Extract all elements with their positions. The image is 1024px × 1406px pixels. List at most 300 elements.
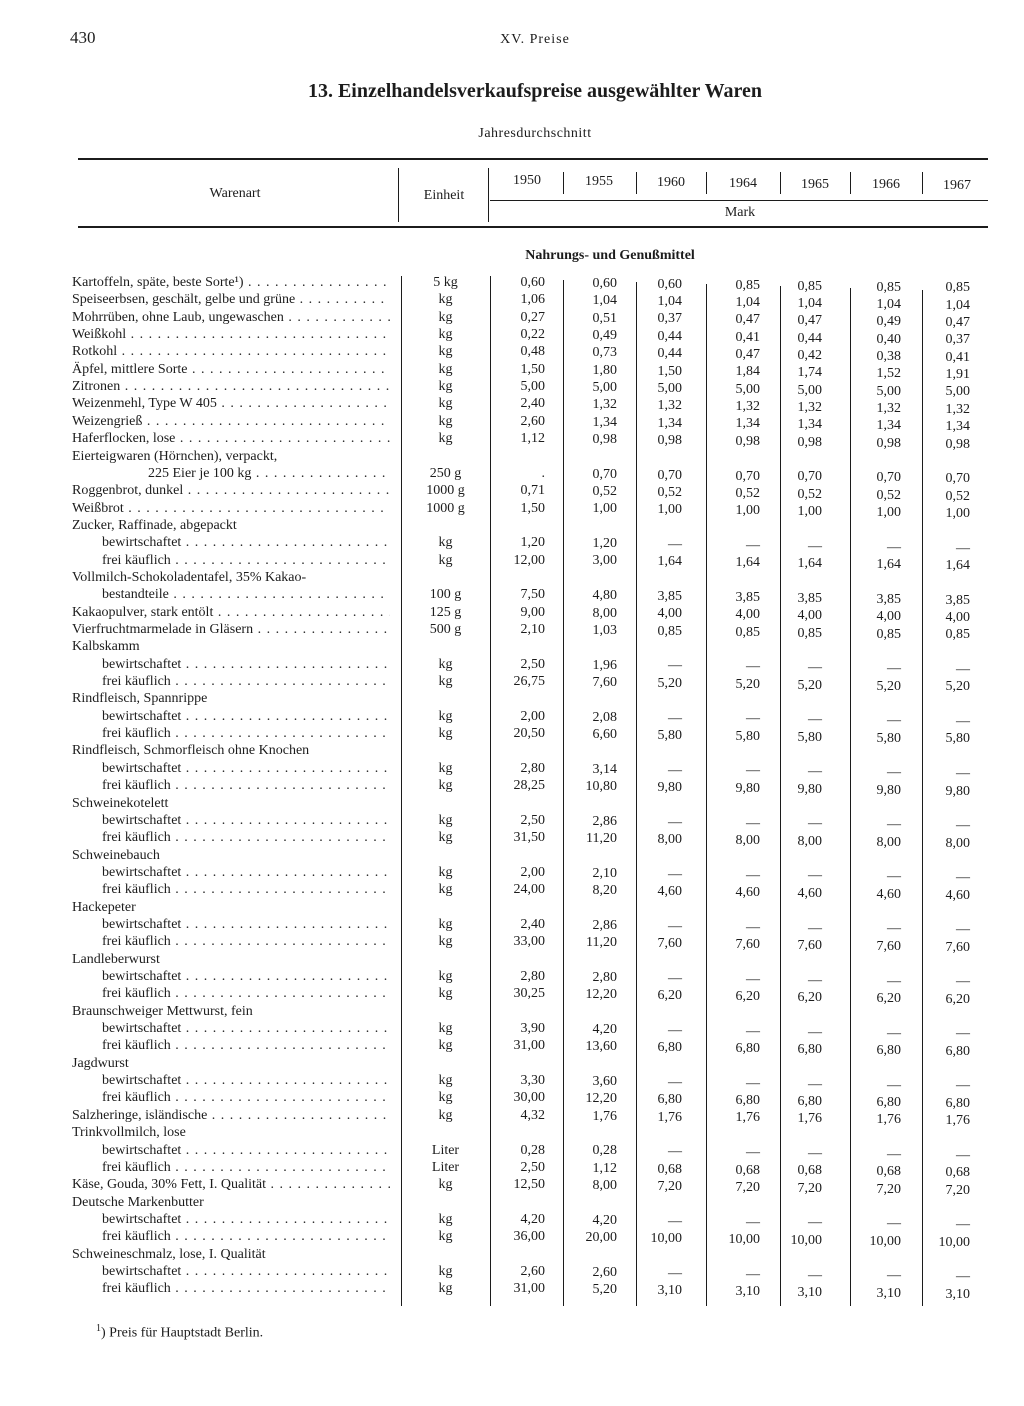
row-value: 0,98 xyxy=(797,434,822,450)
footnote xyxy=(96,1323,263,1342)
row-value: 0,52 xyxy=(797,486,822,502)
column-header-year: 1967 xyxy=(943,178,971,193)
row-value: — xyxy=(668,762,682,778)
row-value: 8,00 xyxy=(735,832,760,848)
row-label: bewirtschaftet . . . xyxy=(102,1142,390,1159)
row-value: — xyxy=(808,1267,822,1283)
row-unit: kg xyxy=(438,1263,453,1279)
row-value: — xyxy=(668,710,682,726)
table-row xyxy=(0,1089,1024,1111)
row-value: — xyxy=(887,1216,901,1232)
row-value: 0,27 xyxy=(520,309,545,325)
row-unit: kg xyxy=(438,413,453,429)
row-label: frei käuflich . . . xyxy=(102,725,390,742)
row-value: — xyxy=(668,1265,682,1281)
row-value: 5,00 xyxy=(592,379,617,395)
row-value: 20,00 xyxy=(585,1230,617,1246)
column-header-year: 1966 xyxy=(872,177,900,192)
row-value: 2,08 xyxy=(592,709,617,725)
row-label: bewirtschaftet . . . xyxy=(102,1211,390,1228)
row-value: 3,10 xyxy=(797,1284,822,1300)
table-row xyxy=(0,690,1024,707)
row-value: — xyxy=(956,1269,970,1285)
row-value: 4,00 xyxy=(876,609,901,625)
row-label: Kakaopulver, stark entölt . . . xyxy=(72,604,390,621)
column-header-year: 1950 xyxy=(513,173,541,188)
row-value: 1,34 xyxy=(735,416,760,432)
row-label: frei käuflich . . . xyxy=(102,1228,390,1245)
row-label: Mohrrüben, ohne Laub, ungewaschen . . . xyxy=(72,309,390,326)
row-value: 1,04 xyxy=(797,295,822,311)
table-row xyxy=(0,395,1024,417)
row-value: 0,70 xyxy=(657,467,682,483)
row-value: 0,68 xyxy=(876,1164,901,1180)
row-value: 0,60 xyxy=(657,276,682,292)
row-value: 0,28 xyxy=(592,1143,617,1159)
row-unit: kg xyxy=(438,969,453,984)
row-unit: kg xyxy=(438,309,453,325)
row-unit: kg xyxy=(438,1211,453,1227)
row-value: — xyxy=(887,539,901,555)
row-label: bewirtschaftet . . . xyxy=(102,812,390,829)
row-value: 0,37 xyxy=(657,311,682,327)
table-row xyxy=(0,1124,1024,1141)
table-row xyxy=(0,760,1024,782)
row-value: 1,34 xyxy=(945,419,970,435)
row-unit: kg xyxy=(438,1229,453,1245)
row-value: 1,64 xyxy=(797,556,822,572)
row-value: 33,00 xyxy=(513,934,545,950)
row-value: 5,00 xyxy=(735,381,760,397)
row-label: Zitronen . . . xyxy=(72,378,390,395)
row-value: 0,52 xyxy=(945,488,970,504)
row-value: — xyxy=(668,1022,682,1038)
row-label: frei käuflich . . . xyxy=(102,777,390,794)
row-value: 4,80 xyxy=(592,588,617,604)
row-label: frei käuflich . . . xyxy=(102,673,390,690)
column-header-year: 1965 xyxy=(801,177,829,192)
row-value: 1,64 xyxy=(876,557,901,573)
row-value: 0,68 xyxy=(945,1165,970,1181)
row-value: 8,00 xyxy=(592,1178,617,1194)
row-value: 0,70 xyxy=(592,466,617,482)
row-value: 0,60 xyxy=(520,275,545,290)
row-value: — xyxy=(668,866,682,882)
row-value: 1,84 xyxy=(735,364,760,380)
table-row xyxy=(0,361,1024,383)
row-value: — xyxy=(808,1024,822,1040)
table-row xyxy=(0,777,1024,799)
row-value: — xyxy=(746,971,760,987)
row-label: Rindfleisch, Schmorfleisch ohne Knochen xyxy=(72,743,310,759)
row-value: 0,49 xyxy=(592,327,617,343)
row-unit: kg xyxy=(438,760,453,776)
row-value: — xyxy=(668,814,682,830)
row-value: 0,68 xyxy=(657,1161,682,1177)
row-label: Äpfel, mittlere Sorte . . . xyxy=(72,361,390,378)
row-value: — xyxy=(746,815,760,831)
table-row xyxy=(0,274,1024,296)
row-value: 3,10 xyxy=(657,1283,682,1299)
row-value: 0,44 xyxy=(797,330,822,346)
row-value: 1,32 xyxy=(945,401,970,417)
row-value: 12,50 xyxy=(513,1177,545,1193)
row-value: 2,80 xyxy=(520,760,545,776)
row-value: 11,20 xyxy=(586,935,617,951)
row-value: 8,00 xyxy=(797,833,822,849)
row-value: 3,10 xyxy=(735,1283,760,1299)
row-value: 9,80 xyxy=(945,783,970,799)
row-label: bewirtschaftet . . . xyxy=(102,916,390,933)
row-value: 5,00 xyxy=(876,383,901,399)
row-value: — xyxy=(808,712,822,728)
row-label: Weißbrot . . . xyxy=(72,500,390,517)
row-value: 1,34 xyxy=(797,417,822,433)
row-value: 6,80 xyxy=(657,1040,682,1056)
row-unit: kg xyxy=(438,1281,453,1297)
row-value: 8,00 xyxy=(657,831,682,847)
table-row xyxy=(0,1107,1024,1129)
row-value: — xyxy=(887,1025,901,1041)
row-value: 1,64 xyxy=(657,554,682,570)
table-row xyxy=(0,1072,1024,1094)
row-value: — xyxy=(808,660,822,676)
row-value: 5,80 xyxy=(945,731,970,747)
table-row xyxy=(0,534,1024,556)
column-header-year: 1964 xyxy=(729,176,757,191)
table-row xyxy=(0,899,1024,916)
row-unit: kg xyxy=(438,1177,453,1193)
row-value: 6,80 xyxy=(945,1043,970,1059)
row-value: — xyxy=(746,1214,760,1230)
row-value: 0,98 xyxy=(945,436,970,452)
row-value: 26,75 xyxy=(513,674,545,690)
row-value: 5,80 xyxy=(797,729,822,745)
row-unit: kg xyxy=(438,864,453,880)
row-value: 3,30 xyxy=(520,1073,545,1089)
row-value: 0,85 xyxy=(797,278,822,294)
row-value: — xyxy=(746,1145,760,1161)
row-value: 1,00 xyxy=(945,505,970,521)
row-value: 20,50 xyxy=(513,726,545,742)
table-row xyxy=(0,795,1024,812)
row-label: frei käuflich . . . xyxy=(102,1089,390,1106)
row-label: bewirtschaftet . . . xyxy=(102,1263,390,1280)
row-value: — xyxy=(668,1144,682,1160)
row-value: 3,00 xyxy=(592,553,617,569)
table-row xyxy=(0,1211,1024,1233)
row-value: 0,52 xyxy=(657,484,682,500)
row-value: 7,60 xyxy=(592,674,617,690)
row-value: — xyxy=(887,713,901,729)
row-label: Weißkohl . . . xyxy=(72,326,390,343)
row-value: 1,64 xyxy=(735,555,760,571)
row-value: 7,50 xyxy=(520,587,545,603)
table-row xyxy=(0,1159,1024,1181)
table-row xyxy=(0,985,1024,1007)
row-label: Vierfruchtmarmelade in Gläsern . . . xyxy=(72,621,390,638)
row-value: 1,04 xyxy=(735,295,760,311)
row-value: 0,85 xyxy=(876,279,901,295)
row-value: 5,00 xyxy=(945,384,970,400)
row-unit: 1000 g xyxy=(426,500,465,516)
row-value: — xyxy=(746,1075,760,1091)
row-label: frei käuflich . . . xyxy=(102,1037,390,1054)
row-value: 9,00 xyxy=(520,604,545,620)
row-label: Haferflocken, lose . . . xyxy=(72,430,390,447)
row-unit: 1000 g xyxy=(426,483,465,499)
row-value: 5,00 xyxy=(520,379,545,395)
row-value: 6,80 xyxy=(945,1095,970,1111)
row-label: bewirtschaftet . . . xyxy=(102,760,390,777)
row-value: 3,60 xyxy=(592,1073,617,1089)
row-value: 0,52 xyxy=(592,484,617,500)
row-value: 0,47 xyxy=(735,312,760,328)
row-value: 0,47 xyxy=(945,315,970,331)
row-value: 2,00 xyxy=(520,708,545,724)
row-label: Speiseerbsen, geschält, gelbe und grüne . . . xyxy=(72,291,390,308)
row-value: 1,00 xyxy=(657,502,682,518)
row-label: Trinkvollmilch, lose xyxy=(72,1125,186,1141)
row-value: — xyxy=(956,1026,970,1042)
row-value: — xyxy=(668,1074,682,1090)
row-label: Schweinekotelett xyxy=(72,795,169,811)
row-unit: kg xyxy=(438,292,453,308)
table-row xyxy=(0,430,1024,452)
row-value: 0,28 xyxy=(520,1142,545,1158)
row-value: 1,34 xyxy=(876,418,901,434)
row-label: Eierteigwaren (Hörnchen), verpackt, xyxy=(72,448,278,464)
row-value: 1,04 xyxy=(945,297,970,313)
row-value: 2,60 xyxy=(520,413,545,429)
row-value: — xyxy=(668,918,682,934)
row-value: 0,42 xyxy=(797,347,822,363)
column-header-einheit: Einheit xyxy=(423,188,465,203)
row-value: 4,32 xyxy=(520,1107,545,1123)
column-header-warenart: Warenart xyxy=(209,186,261,201)
table-row xyxy=(0,291,1024,313)
row-value: 1,32 xyxy=(797,400,822,416)
row-unit: Liter xyxy=(431,1142,460,1158)
row-value: — xyxy=(956,974,970,990)
row-value: 7,20 xyxy=(735,1179,760,1195)
row-label: Kartoffeln, späte, beste Sorte¹) . . . xyxy=(72,274,390,291)
row-unit: kg xyxy=(438,1107,453,1123)
table-row xyxy=(0,1263,1024,1285)
row-label: Weizengrieß . . . xyxy=(72,413,390,430)
table-row xyxy=(0,1228,1024,1250)
row-label: frei käuflich . . . xyxy=(102,1280,390,1297)
row-value: 1,12 xyxy=(592,1160,617,1176)
row-value: — xyxy=(956,1078,970,1094)
row-label: Schweinebauch xyxy=(72,847,160,863)
row-value: — xyxy=(956,540,970,556)
row-value: 0,85 xyxy=(657,623,682,639)
row-value: — xyxy=(808,1146,822,1162)
row-value: 2,50 xyxy=(520,812,545,828)
row-value: 1,76 xyxy=(592,1108,617,1124)
row-label: frei käuflich . . . xyxy=(102,829,390,846)
row-value: 1,00 xyxy=(876,505,901,521)
row-value: 5,20 xyxy=(797,677,822,693)
row-label: Deutsche Markenbutter xyxy=(72,1194,204,1210)
row-value: — xyxy=(956,714,970,730)
row-unit: 250 g xyxy=(429,465,462,481)
row-value: — xyxy=(808,972,822,988)
row-value: 1,32 xyxy=(657,398,682,414)
row-value: 7,20 xyxy=(876,1181,901,1197)
row-value: 3,85 xyxy=(876,591,901,607)
row-unit: kg xyxy=(438,1073,453,1089)
row-value: 0,52 xyxy=(876,487,901,503)
row-label: Kalbskamm xyxy=(72,639,140,655)
row-value: 3,14 xyxy=(592,761,617,777)
row-value: 5,20 xyxy=(945,679,970,695)
row-value: 0,85 xyxy=(945,280,970,296)
row-label: Vollmilch-Schokoladentafel, 35% Kakao- xyxy=(72,569,307,585)
row-value: 6,20 xyxy=(735,989,760,1005)
row-value: 2,40 xyxy=(520,916,545,932)
row-value: 1,96 xyxy=(592,657,617,673)
row-value: 0,49 xyxy=(876,314,901,330)
row-unit: kg xyxy=(438,726,453,742)
row-value: 1,06 xyxy=(520,292,545,308)
row-label: bewirtschaftet . . . xyxy=(102,534,390,551)
table-row xyxy=(0,1142,1024,1163)
row-value: 7,60 xyxy=(657,936,682,952)
table-row xyxy=(0,1020,1024,1042)
running-head: XV. Preise xyxy=(500,32,570,47)
row-value: 1,50 xyxy=(520,500,545,516)
row-value: 1,64 xyxy=(945,557,970,573)
row-value: 0,68 xyxy=(735,1162,760,1178)
table-row xyxy=(0,378,1024,400)
row-value: 4,60 xyxy=(797,885,822,901)
row-label: Schweineschmalz, lose, I. Qualität xyxy=(72,1246,266,1262)
row-value: 0,70 xyxy=(797,469,822,485)
row-value: 2,10 xyxy=(520,622,545,637)
row-value: 0,47 xyxy=(797,313,822,329)
row-value: — xyxy=(746,711,760,727)
section-heading: Nahrungs- und Genußmittel xyxy=(525,248,695,263)
row-value: 2,10 xyxy=(592,865,617,881)
row-value: 11,20 xyxy=(586,831,617,847)
row-value: 0,48 xyxy=(520,344,545,360)
row-value: 10,00 xyxy=(869,1233,901,1249)
row-value: 6,60 xyxy=(592,726,617,742)
page-number: 430 xyxy=(70,28,96,47)
row-label: bewirtschaftet . . . xyxy=(102,1072,390,1089)
table-row xyxy=(0,500,1024,521)
row-value: 2,60 xyxy=(520,1263,545,1279)
table-row xyxy=(0,482,1024,504)
row-value: 1,03 xyxy=(592,622,617,638)
row-value: 0,98 xyxy=(735,433,760,449)
row-unit: 5 kg xyxy=(433,275,458,290)
row-value: — xyxy=(956,662,970,678)
row-value: 7,20 xyxy=(657,1178,682,1194)
row-label: Weizenmehl, Type W 405 . . . xyxy=(72,395,390,412)
row-value: 5,00 xyxy=(657,380,682,396)
row-value: 31,00 xyxy=(513,1038,545,1054)
row-value: 1,00 xyxy=(797,504,822,520)
row-value: 6,80 xyxy=(797,1041,822,1057)
table-row xyxy=(0,343,1024,365)
row-value: 1,20 xyxy=(592,536,617,552)
table-row xyxy=(0,933,1024,955)
row-value: 0,85 xyxy=(876,626,901,642)
footnote-text: ) Preis für Hauptstadt Berlin. xyxy=(101,1325,264,1341)
row-value: 6,80 xyxy=(735,1041,760,1057)
row-value: 10,00 xyxy=(650,1231,682,1247)
row-value: 0,98 xyxy=(657,432,682,448)
row-value: 1,76 xyxy=(735,1110,760,1126)
row-value: — xyxy=(808,1215,822,1231)
row-value: 2,60 xyxy=(592,1264,617,1280)
row-value: 1,76 xyxy=(945,1113,970,1129)
row-unit: kg xyxy=(438,674,453,690)
row-value: 6,80 xyxy=(876,1042,901,1058)
row-value: 12,20 xyxy=(585,987,617,1003)
row-value: 1,74 xyxy=(797,365,822,381)
row-value: 7,60 xyxy=(797,937,822,953)
row-value: — xyxy=(887,1077,901,1093)
row-value: 10,00 xyxy=(938,1234,970,1250)
row-value: — xyxy=(887,869,901,885)
row-label: bewirtschaftet . . . xyxy=(102,1020,390,1037)
row-value: 3,85 xyxy=(657,589,682,605)
row-label: Landleberwurst xyxy=(72,951,160,967)
table-row xyxy=(0,968,1024,990)
row-label: bewirtschaftet . . . xyxy=(102,656,390,673)
row-value: 6,80 xyxy=(735,1093,760,1109)
row-value: 1,91 xyxy=(945,367,970,383)
row-value: 0,98 xyxy=(592,432,617,448)
row-unit: kg xyxy=(438,1021,453,1037)
table-row xyxy=(0,1003,1024,1020)
row-unit: kg xyxy=(438,327,453,343)
row-value: 2,50 xyxy=(520,1159,545,1175)
row-value: 0,98 xyxy=(876,435,901,451)
row-value: — xyxy=(808,868,822,884)
row-value: — xyxy=(956,1217,970,1233)
row-value: 1,52 xyxy=(876,366,901,382)
row-value: — xyxy=(887,921,901,937)
row-label: bewirtschaftet . . . xyxy=(102,864,390,881)
row-value: 7,20 xyxy=(797,1180,822,1196)
table-row xyxy=(0,916,1024,938)
row-value: 10,00 xyxy=(728,1231,760,1247)
row-value: 8,00 xyxy=(876,834,901,850)
row-unit: 500 g xyxy=(429,622,462,637)
row-value: 7,60 xyxy=(735,936,760,952)
row-label: Käse, Gouda, 30% Fett, I. Qualität . . . xyxy=(72,1176,390,1193)
row-value: 1,00 xyxy=(735,503,760,519)
row-value: 1,34 xyxy=(592,414,617,430)
row-value: — xyxy=(887,1268,901,1284)
row-value: 3,10 xyxy=(945,1286,970,1302)
row-value: — xyxy=(887,765,901,781)
row-unit: kg xyxy=(438,986,453,1002)
row-value: 3,85 xyxy=(945,592,970,608)
row-value: 0,47 xyxy=(735,347,760,363)
row-value: 3,90 xyxy=(520,1021,545,1037)
row-unit: kg xyxy=(438,379,453,395)
row-value: — xyxy=(746,763,760,779)
row-value: 0,52 xyxy=(735,485,760,501)
row-value: 1,76 xyxy=(657,1109,682,1125)
row-value: 8,00 xyxy=(945,835,970,851)
